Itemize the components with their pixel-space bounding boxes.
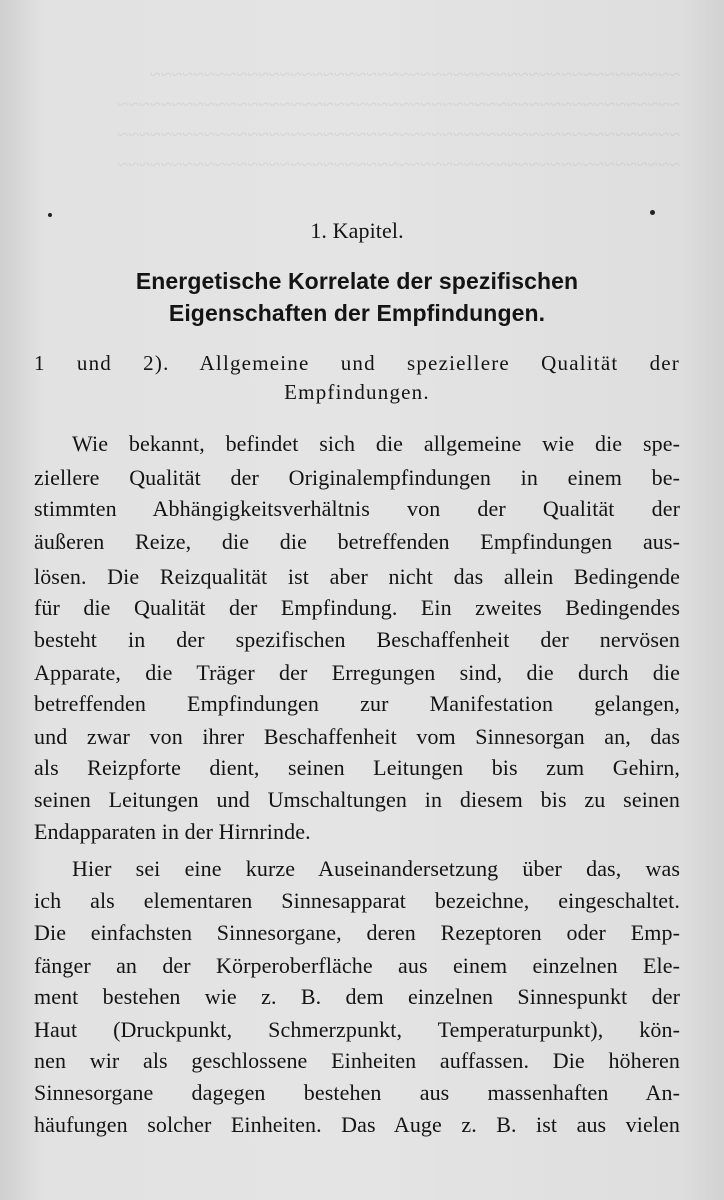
text-line: Apparate, die Träger der Erregungen sind, die durch die [34, 660, 680, 685]
text-line: und zwar von ihrer Beschaffenheit vom Sinnesorgan an, das [34, 724, 680, 749]
text-line: Die einfachsten Sinnesorgane, deren Rezeptoren oder Emp- [34, 920, 680, 945]
text-line: betreffenden Empfindungen zur Manifestation gelangen, [34, 691, 680, 716]
text-line: Haut (Druckpunkt, Schmerzpunkt, Temperaturpunkt), kön- [34, 1017, 680, 1042]
heading-line-1: Energetische Korrelate der spezifischen [135, 268, 579, 294]
text-line: für die Qualität der Empfindung. Ein zweites Bedingendes [34, 595, 680, 620]
section-title-line-2: Empfindungen. [284, 380, 430, 404]
text-line: lösen. Die Reizqualität ist aber nicht das allein Bedingende [34, 564, 680, 589]
text-line: ziellere Qualität der Originalempfindungen in einem be- [34, 465, 680, 490]
text-line: Wie bekannt, befindet sich die allgemeine wie die spe- [72, 431, 680, 456]
text-line: seinen Leitungen und Umschaltungen in diesem bis zu seinen [34, 787, 680, 812]
text-line: fänger an der Körperoberfläche aus einem einzelnen Ele- [34, 953, 680, 978]
chapter-title: 1. Kapitel. [310, 218, 404, 243]
text-line: ment bestehen wie z. B. dem einzelnen Sinnespunkt der [34, 984, 680, 1009]
text-line: besteht in der spezifischen Beschaffenheit der nervösen [34, 627, 680, 652]
text-line: nen wir als geschlossene Einheiten auffassen. Die höheren [34, 1048, 680, 1073]
section-title-line-1: 1 und 2). Allgemeine und speziellere Qualität der [34, 351, 680, 375]
text-line: Endapparaten in der Hirnrinde. [34, 819, 311, 844]
bleed-through-text: ~~~~~~~~~~~~~~~~~~~~~~~~~~~~~~~~~~~~~~~~~~~~~~~~~ ~~~~~~~~~~~~~~~~~~~~~~~~~~~~~~~~~~~~~~~~~~~~~~~~~~~~ ~~~~~~~~~~~~~~~~~~~~~~~~~~~~~~~~~~~~~~~~~~~~~~~~~~~~ ~~~~~~~~~~~~~~~~~~~~~~~~~~~~~~~~~~~~~~~~~~~~~~~~~~~~ [117, 64, 680, 176]
text-line: Hier sei eine kurze Auseinandersetzung über das, was [72, 856, 680, 881]
text-line: äußeren Reize, die die betreffenden Empfindungen aus- [34, 529, 680, 554]
text-line: häufungen solcher Einheiten. Das Auge z. B. ist aus vielen [34, 1112, 680, 1137]
text-line: stimmten Abhängigkeitsverhältnis von der Qualität der [34, 496, 680, 521]
text-line: Sinnesorgane dagegen bestehen aus massenhaften An- [34, 1080, 680, 1105]
text-line: als Reizpforte dient, seinen Leitungen bis zum Gehirn, [34, 755, 680, 780]
heading-line-2: Eigenschaften der Empfindungen. [168, 300, 546, 326]
text-line: ich als elementaren Sinnesapparat bezeichne, eingeschaltet. [34, 888, 680, 913]
speck [650, 210, 655, 215]
